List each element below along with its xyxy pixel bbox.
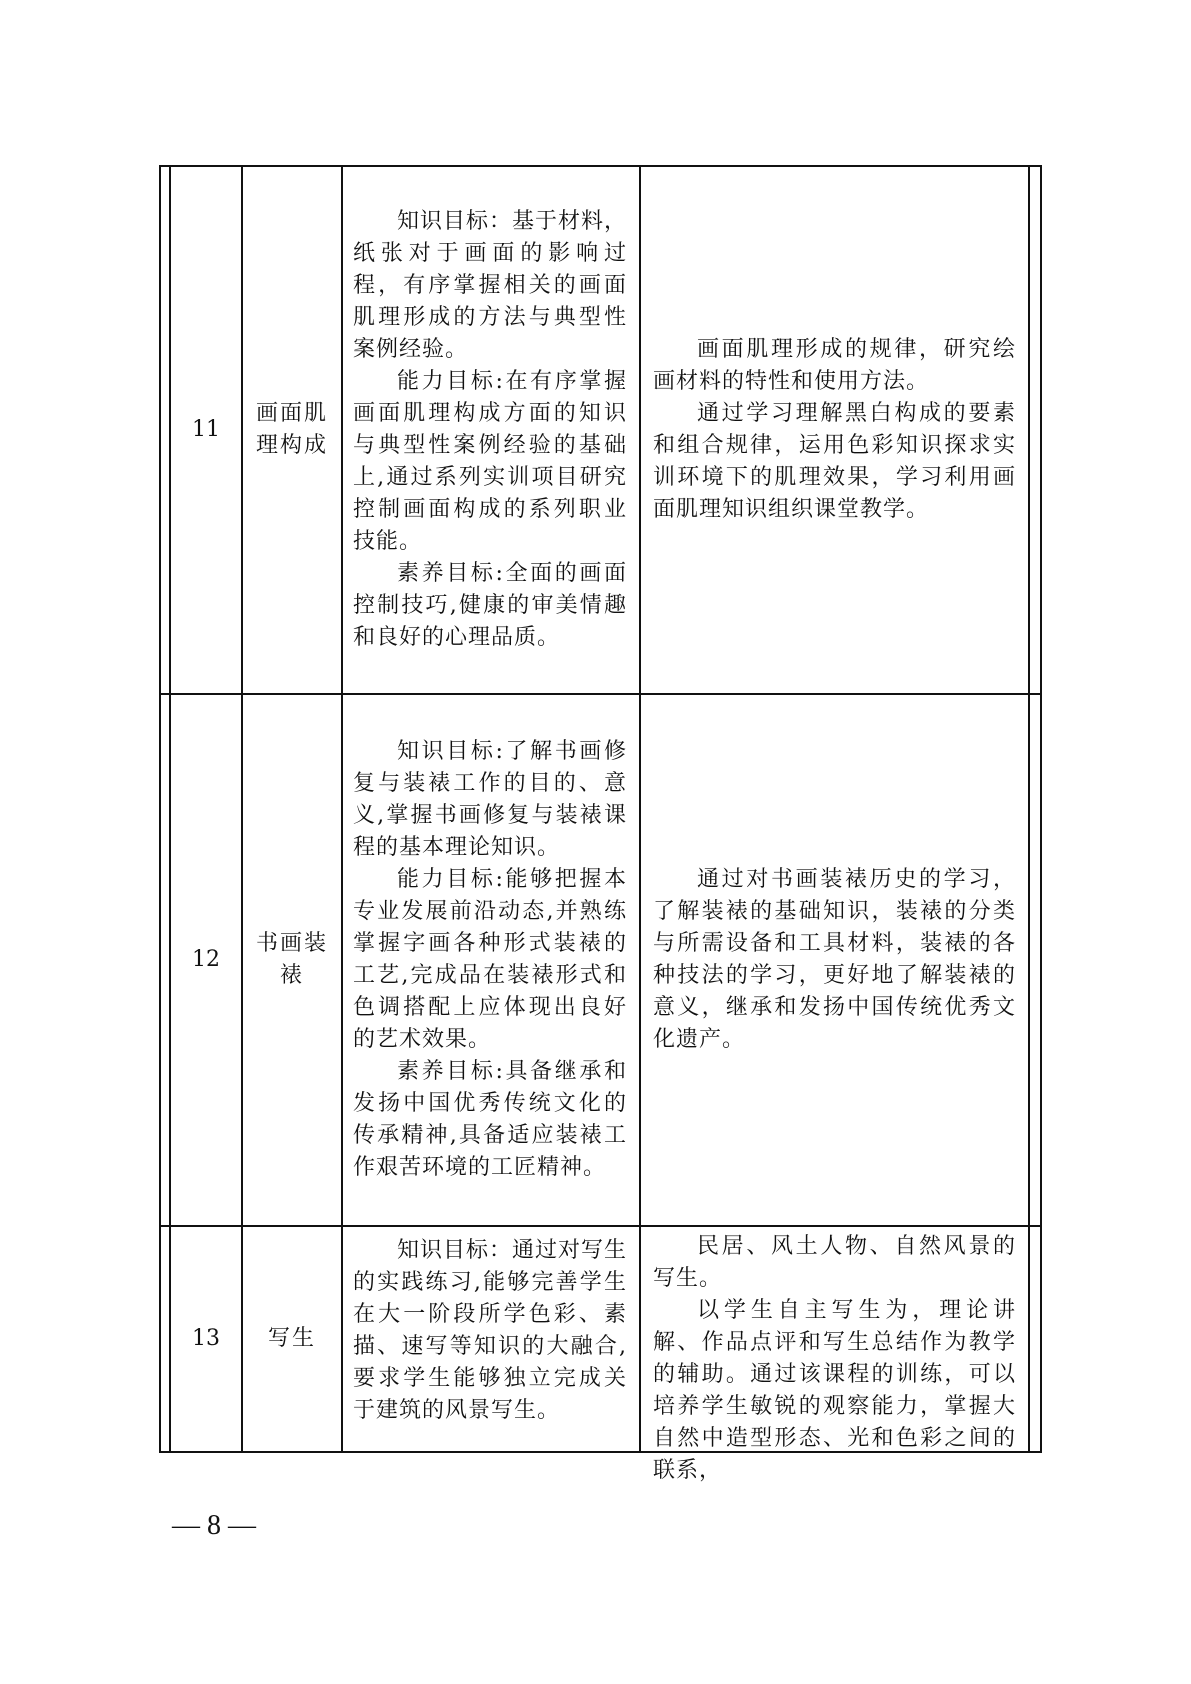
content-paragraph: 画面肌理形成的规律，研究绘画材料的特性和使用方法。 bbox=[653, 337, 1016, 394]
course-goals bbox=[341, 1227, 639, 1451]
goal-ability: 能力目标:在有序掌握画面肌理构成方面的知识与典型性案例经验的基础上,通过系列实训项目研究控制画面构成的系列职业技能。 bbox=[353, 369, 627, 554]
content-paragraph: 民居、风土人物、自然风景的写生。 bbox=[653, 1234, 1016, 1291]
course-goals bbox=[341, 695, 639, 1225]
course-content bbox=[641, 1227, 1028, 1483]
course-name: 写生 bbox=[267, 1326, 316, 1351]
course-table bbox=[159, 165, 1042, 1483]
goal-ability: 能力目标:能够把握本专业发展前沿动态,并熟练掌握字画各种形式装裱的工艺,完成品在装裱形式和色调搭配上应体现出良好的艺术效果。 bbox=[353, 867, 627, 1052]
table-rule-left-outer bbox=[159, 165, 161, 1453]
course-content bbox=[641, 695, 1028, 1225]
course-name: 画面肌理构成 bbox=[255, 401, 328, 458]
content-paragraph: 通过学习理解黑白构成的要素和组合规律，运用色彩知识探求实训环境下的肌理效果，学习利用画面肌理知识组织课堂教学。 bbox=[653, 401, 1016, 522]
content-paragraph: 通过对书画装裱历史的学习，了解装裱的基础知识，装裱的分类与所需设备和工具材料，装裱的各种技法的学习，更好地了解装裱的意义，继承和发扬中国传统优秀文化遗产。 bbox=[653, 867, 1016, 1052]
goal-knowledge: 知识目标:了解书画修复与装裱工作的目的、意义,掌握书画修复与装裱课程的基本理论知识。 bbox=[353, 739, 627, 860]
course-name: 书画装裱 bbox=[255, 931, 328, 988]
page-number: — 8 — bbox=[172, 1510, 256, 1541]
table-rule-right-inner bbox=[1028, 165, 1030, 1453]
goal-quality: 素养目标:具备继承和发扬中国优秀传统文化的传承精神,具备适应装裱工作艰苦环境的工匠精神。 bbox=[353, 1059, 627, 1180]
row-index: 12 bbox=[192, 947, 220, 972]
goal-quality: 素养目标:全面的画面控制技巧,健康的审美情趣和良好的心理品质。 bbox=[353, 561, 627, 650]
content-paragraph: 以学生自主写生为，理论讲解、作品点评和写生总结作为教学的辅助。通过该课程的训练，可以培养学生敏锐的观察能力，掌握大自然中造型形态、光和色彩之间的联系， bbox=[653, 1298, 1016, 1483]
goal-knowledge: 知识目标：基于材料，纸张对于画面的影响过程，有序掌握相关的画面肌理形成的方法与典型性案例经验。 bbox=[353, 209, 628, 362]
row-index: 11 bbox=[192, 417, 220, 442]
course-goals bbox=[341, 167, 639, 693]
row-index: 13 bbox=[192, 1326, 220, 1351]
table-rule-right-outer bbox=[1040, 165, 1042, 1453]
goal-knowledge: 知识目标：通过对写生的实践练习,能够完善学生在大一阶段所学色彩、素描、速写等知识的大融合,要求学生能够独立完成关于建筑的风景写生。 bbox=[353, 1238, 628, 1423]
course-content bbox=[641, 167, 1028, 693]
